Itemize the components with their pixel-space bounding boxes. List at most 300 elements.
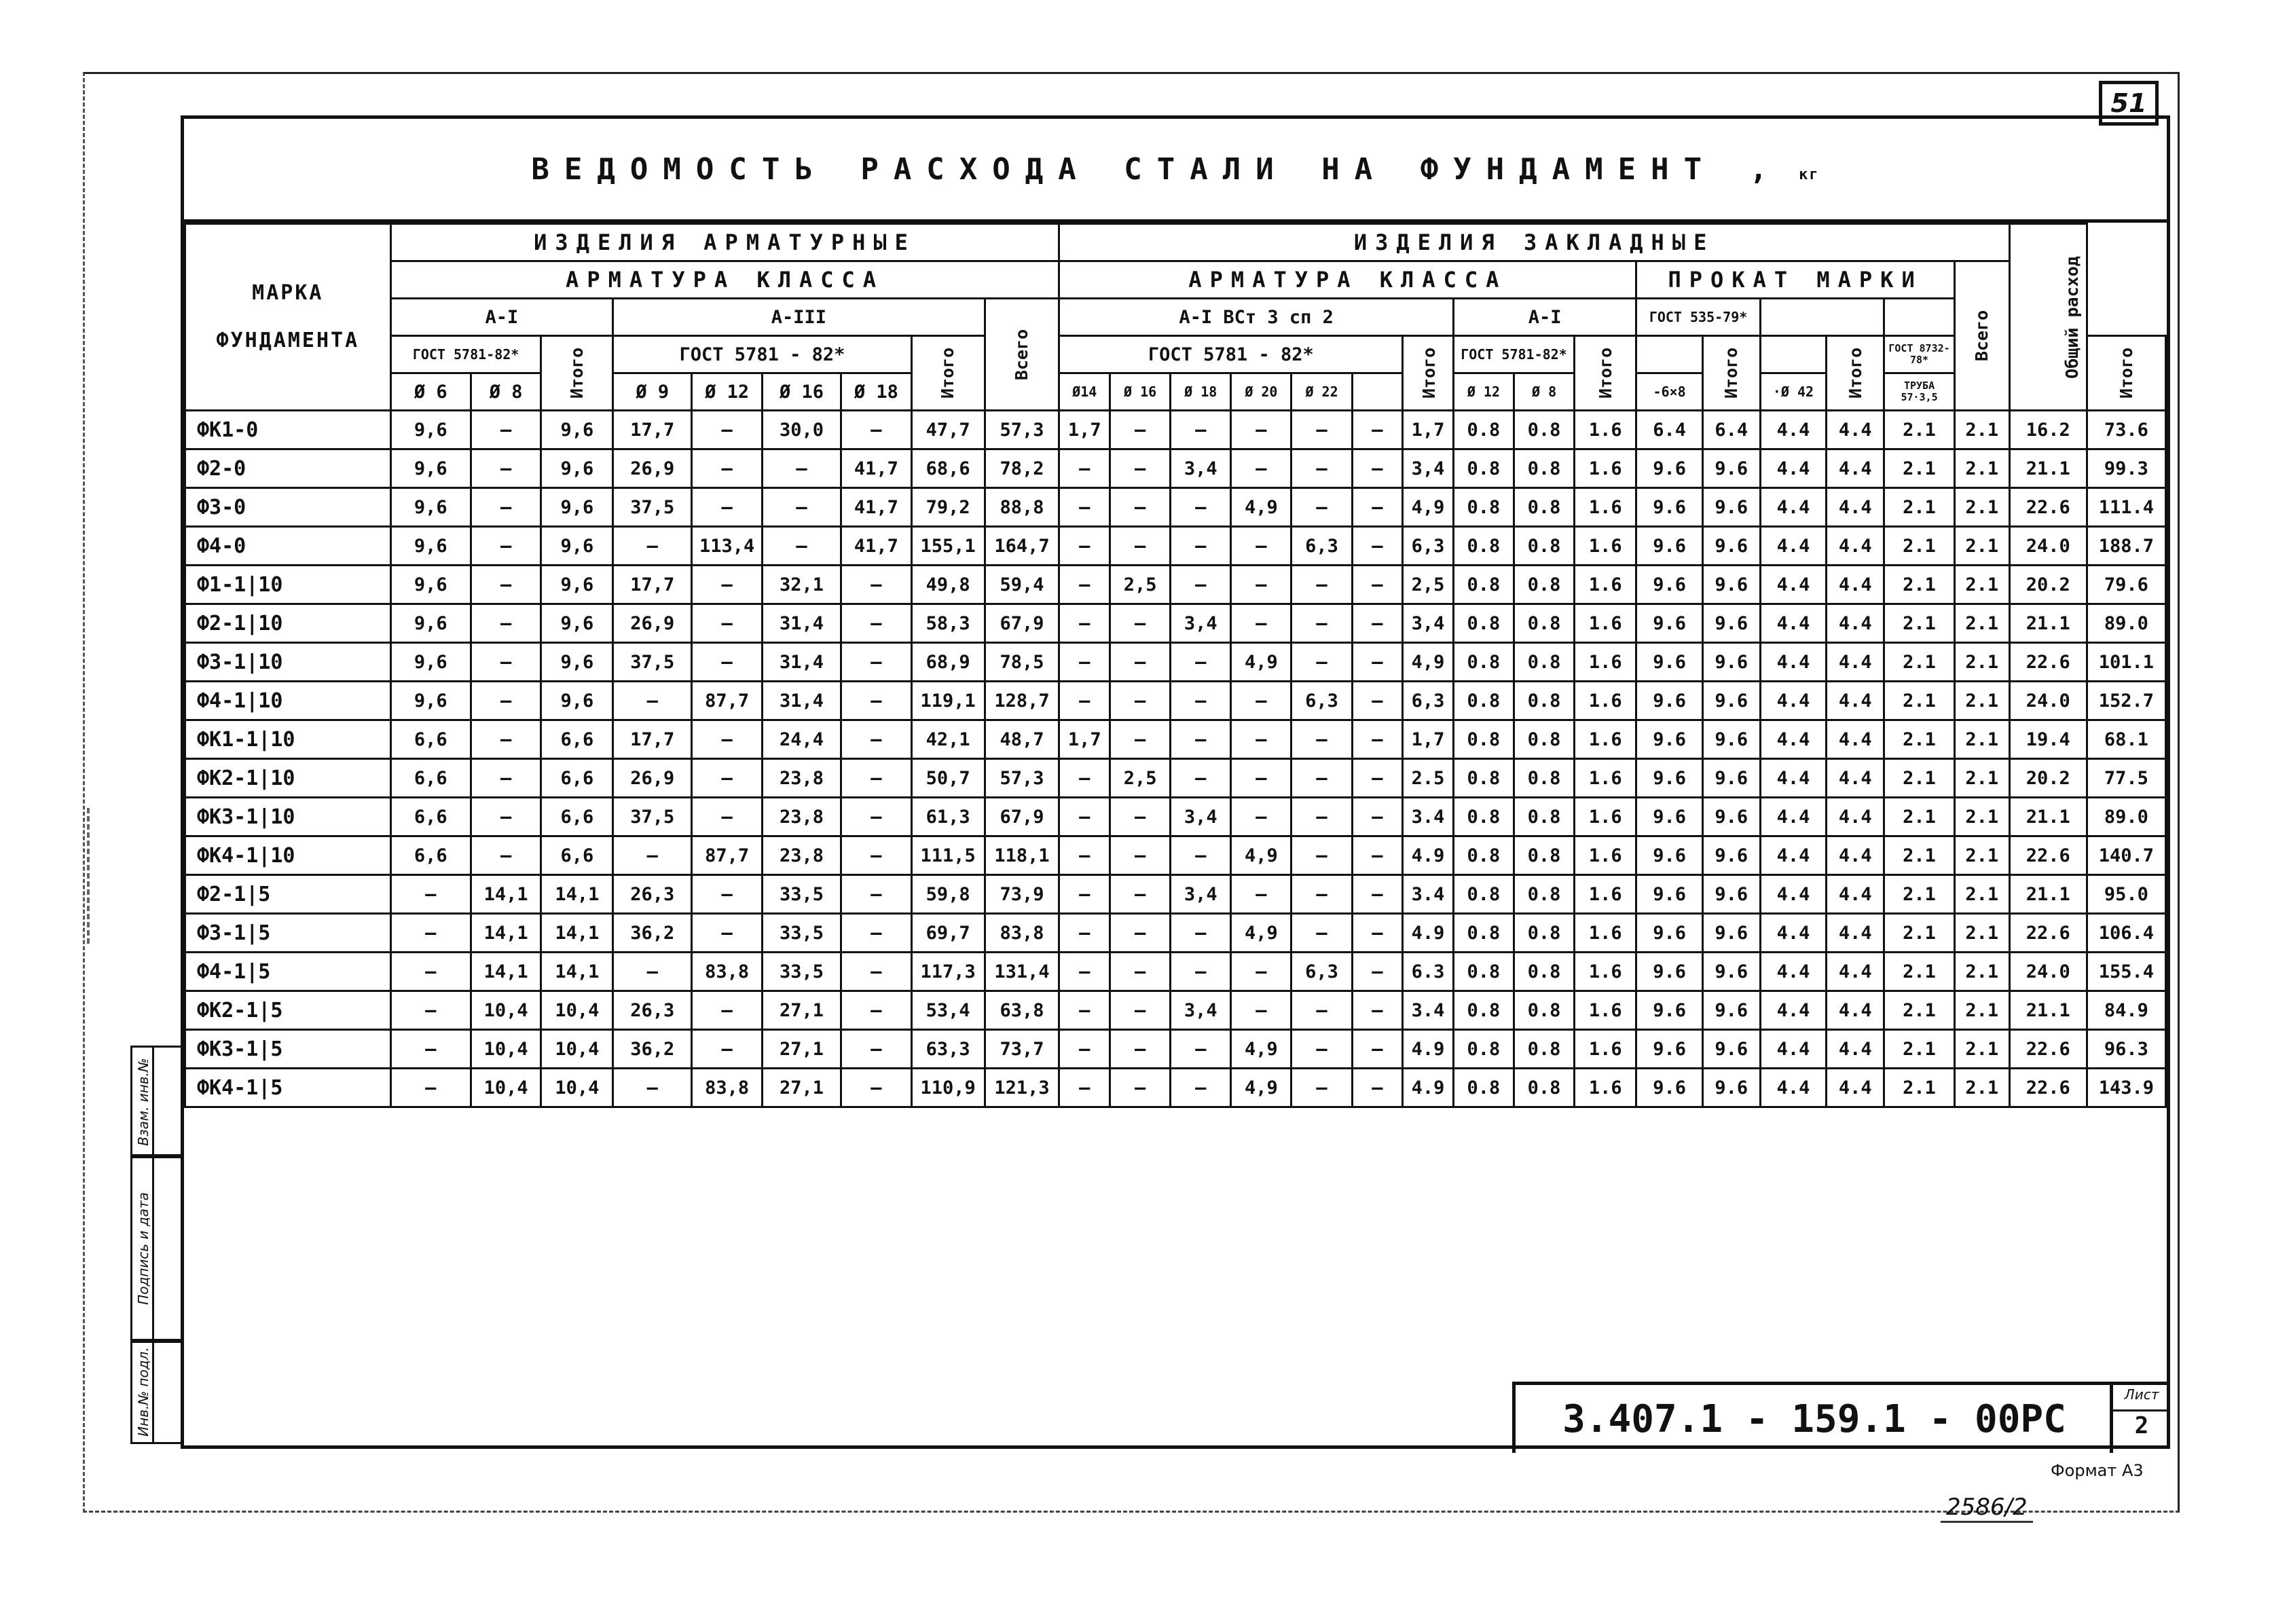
table-cell: 0.8 — [1453, 1069, 1514, 1107]
table-cell: 6.4 — [1702, 411, 1760, 449]
table-cell: — — [471, 411, 541, 449]
row-mark: Ф2-1|5 — [185, 875, 391, 914]
table-cell: — — [1059, 759, 1110, 798]
sheet-value: 2 — [2134, 1412, 2149, 1439]
table-cell: — — [1291, 449, 1352, 488]
table-cell: 88,8 — [985, 488, 1059, 527]
table-cell: — — [1059, 488, 1110, 527]
table-cell: 0.8 — [1514, 836, 1575, 875]
table-row — [185, 527, 2166, 566]
table-cell: — — [1291, 488, 1352, 527]
table-cell: 6,3 — [1291, 953, 1352, 991]
table-cell: 9,6 — [390, 488, 471, 527]
table-cell: 87,7 — [692, 682, 763, 720]
table-cell: 0.8 — [1453, 836, 1514, 875]
table-cell: 2.1 — [1954, 1069, 2009, 1107]
table-cell: 2.1 — [1954, 527, 2009, 566]
table-cell: 152.7 — [2087, 682, 2165, 720]
row-mark: ФК4-1|5 — [185, 1069, 391, 1107]
table-cell: — — [1352, 1030, 1403, 1069]
table-cell: 4.4 — [1760, 488, 1826, 527]
table-cell: — — [1352, 527, 1403, 566]
table-cell: — — [1110, 953, 1171, 991]
table-cell: — — [1352, 604, 1403, 643]
table-cell: — — [1352, 566, 1403, 604]
table-cell: — — [692, 643, 763, 682]
table-cell: — — [1171, 643, 1231, 682]
header-itogo-a3-text: Итого — [938, 347, 958, 399]
stamp-inv-value — [152, 1339, 183, 1444]
table-cell: 2.1 — [1884, 643, 1955, 682]
table — [184, 223, 2167, 1108]
table-cell: — — [1352, 720, 1403, 759]
table-cell: 9.6 — [1702, 836, 1760, 875]
table-cell: 9.6 — [1636, 914, 1702, 953]
table-cell: 3,4 — [1403, 604, 1454, 643]
table-cell: 4,9 — [1231, 914, 1291, 953]
table-cell: 4.4 — [1760, 643, 1826, 682]
table-cell: 24.0 — [2009, 682, 2087, 720]
table-cell: — — [841, 1069, 912, 1107]
table-cell: 9.6 — [1702, 991, 1760, 1030]
table-cell: 9.6 — [1636, 449, 1702, 488]
header-itogo-42-text: Итого — [1845, 347, 1865, 399]
table-cell: — — [1231, 875, 1291, 914]
table-cell: 14,1 — [541, 914, 613, 953]
table-cell: — — [1110, 720, 1171, 759]
table-cell: — — [762, 449, 841, 488]
table-cell: 22.6 — [2009, 643, 2087, 682]
table-cell: 4.4 — [1827, 1030, 1884, 1069]
table-cell: 9.6 — [1636, 1030, 1702, 1069]
table-cell: 131,4 — [985, 953, 1059, 991]
table-cell: 31,4 — [762, 604, 841, 643]
header-gost-zakl2: ГОСТ 5781-82* — [1453, 336, 1574, 373]
table-cell: 73,9 — [985, 875, 1059, 914]
table-cell: — — [841, 759, 912, 798]
stamp-vzam — [130, 1046, 154, 1158]
table-cell: 9,6 — [390, 411, 471, 449]
table-cell: 1.6 — [1575, 604, 1636, 643]
table-cell: 63,8 — [985, 991, 1059, 1030]
table-cell: 9.6 — [1636, 527, 1702, 566]
header-blank-2 — [1760, 336, 1826, 373]
table-cell: — — [613, 527, 692, 566]
table-cell: 2.1 — [1954, 759, 2009, 798]
table-cell: 9.6 — [1702, 449, 1760, 488]
table-cell: 9,6 — [390, 527, 471, 566]
table-cell: 2.1 — [1884, 953, 1955, 991]
row-mark: Ф3-0 — [185, 488, 391, 527]
table-cell: — — [692, 720, 763, 759]
row-mark: Ф2-1|10 — [185, 604, 391, 643]
table-cell: 31,4 — [762, 643, 841, 682]
col-d12-z: Ø 12 — [1453, 373, 1514, 411]
table-cell: — — [841, 1030, 912, 1069]
table-cell: 78,5 — [985, 643, 1059, 682]
table-cell: — — [1352, 1069, 1403, 1107]
table-cell: 111.4 — [2087, 488, 2165, 527]
header-itogo-42 — [1827, 336, 1884, 411]
steel-consumption-table — [184, 223, 2167, 1108]
table-cell: — — [1231, 566, 1291, 604]
table-cell: 69,7 — [911, 914, 985, 953]
table-cell: — — [1059, 836, 1110, 875]
sheet-box — [2110, 1382, 2170, 1453]
table-cell: 67,9 — [985, 604, 1059, 643]
table-cell: 6.4 — [1636, 411, 1702, 449]
table-cell: 9.6 — [1702, 488, 1760, 527]
table-cell: — — [1291, 875, 1352, 914]
table-cell: — — [1352, 798, 1403, 836]
table-cell: 0.8 — [1453, 720, 1514, 759]
table-cell: 14,1 — [471, 914, 541, 953]
col-d42: ·Ø 42 — [1760, 373, 1826, 411]
table-cell: 9.6 — [1702, 914, 1760, 953]
table-cell: — — [1059, 527, 1110, 566]
table-cell: 0.8 — [1514, 566, 1575, 604]
table-cell: 4.4 — [1827, 1069, 1884, 1107]
table-cell: 0.8 — [1514, 1030, 1575, 1069]
table-cell: 4.4 — [1827, 759, 1884, 798]
row-mark: ФК2-1|5 — [185, 991, 391, 1030]
table-cell: 87,7 — [692, 836, 763, 875]
table-cell: — — [1231, 759, 1291, 798]
table-cell: 2.1 — [1884, 527, 1955, 566]
table-cell: 1.6 — [1575, 1030, 1636, 1069]
table-cell: — — [1291, 914, 1352, 953]
table-cell: — — [692, 759, 763, 798]
table-cell: — — [841, 953, 912, 991]
table-cell: 9,6 — [541, 449, 613, 488]
table-cell: 0.8 — [1514, 991, 1575, 1030]
col-d18-z: Ø 18 — [1171, 373, 1231, 411]
table-cell: — — [841, 643, 912, 682]
format-label: Формат А3 — [2051, 1461, 2144, 1480]
table-row — [185, 682, 2166, 720]
table-row — [185, 875, 2166, 914]
table-cell: — — [471, 759, 541, 798]
table-cell: — — [1352, 759, 1403, 798]
table-cell: 1,7 — [1403, 411, 1454, 449]
table-cell: 37,5 — [613, 488, 692, 527]
table-cell: 1.6 — [1575, 411, 1636, 449]
table-cell: 4.9 — [1403, 836, 1454, 875]
table-cell: 9,6 — [541, 411, 613, 449]
table-cell: 2.1 — [1954, 643, 2009, 682]
table-cell: 83,8 — [692, 953, 763, 991]
table-cell: 4.4 — [1827, 682, 1884, 720]
table-cell: 3,4 — [1403, 449, 1454, 488]
stamp-vzam-value — [152, 1046, 183, 1158]
table-cell: 10,4 — [471, 991, 541, 1030]
table-cell: 20.2 — [2009, 566, 2087, 604]
table-cell: 9,6 — [541, 643, 613, 682]
table-cell: 0.8 — [1453, 875, 1514, 914]
row-mark: ФК4-1|10 — [185, 836, 391, 875]
table-cell: 41,7 — [841, 527, 912, 566]
table-cell: 1,7 — [1403, 720, 1454, 759]
table-row — [185, 449, 2166, 488]
stamp-podpis-value — [152, 1154, 183, 1343]
table-cell: 14,1 — [471, 875, 541, 914]
header-a3: А-III — [613, 299, 985, 336]
col-d18: Ø 18 — [841, 373, 912, 411]
table-cell: 2.5 — [1403, 759, 1454, 798]
table-cell: 4,9 — [1231, 836, 1291, 875]
table-cell: 4,9 — [1403, 643, 1454, 682]
table-cell: — — [1059, 566, 1110, 604]
table-cell: 23,8 — [762, 759, 841, 798]
table-cell: 6,3 — [1291, 682, 1352, 720]
table-cell: 1.6 — [1575, 798, 1636, 836]
table-cell: — — [1171, 720, 1231, 759]
table-cell: — — [841, 682, 912, 720]
header-zakl-arm-class: АРМАТУРА КЛАССА — [1059, 261, 1636, 299]
table-cell: 4.4 — [1760, 875, 1826, 914]
table-cell: 0.8 — [1514, 682, 1575, 720]
table-cell: — — [471, 604, 541, 643]
table-cell: 63,3 — [911, 1030, 985, 1069]
table-cell: — — [1291, 991, 1352, 1030]
table-cell: — — [1110, 1069, 1171, 1107]
header-arm-class: АРМАТУРА КЛАССА — [390, 261, 1059, 299]
table-cell: 24.0 — [2009, 527, 2087, 566]
table-cell: 36,2 — [613, 1030, 692, 1069]
page-title-text: ВЕДОМОСТЬ РАСХОДА СТАЛИ НА ФУНДАМЕНТ , — [531, 151, 1783, 187]
row-mark: Ф1-1|10 — [185, 566, 391, 604]
table-cell: 1.6 — [1575, 759, 1636, 798]
table-cell: 9,6 — [541, 488, 613, 527]
table-cell: — — [1171, 527, 1231, 566]
table-cell: 9,6 — [390, 566, 471, 604]
table-cell: 9.6 — [1636, 566, 1702, 604]
table-cell: 3.4 — [1403, 991, 1454, 1030]
table-cell: — — [613, 953, 692, 991]
header-itogo-a1 — [541, 336, 613, 411]
table-cell: — — [692, 875, 763, 914]
table-cell: — — [1231, 449, 1291, 488]
table-cell: 140.7 — [2087, 836, 2165, 875]
table-cell: 83,8 — [692, 1069, 763, 1107]
table-cell: 37,5 — [613, 798, 692, 836]
table-row — [185, 488, 2166, 527]
table-cell: — — [1110, 527, 1171, 566]
table-cell: 2.1 — [1884, 682, 1955, 720]
table-cell: 1.6 — [1575, 720, 1636, 759]
table-cell: — — [692, 604, 763, 643]
table-cell: 117,3 — [911, 953, 985, 991]
table-cell: 9.6 — [1636, 991, 1702, 1030]
table-cell: — — [1059, 1069, 1110, 1107]
table-cell: 4.4 — [1827, 449, 1884, 488]
header-vsego-arm — [985, 299, 1059, 411]
table-cell: 2.1 — [1884, 604, 1955, 643]
table-cell: 4.4 — [1760, 411, 1826, 449]
table-cell: 22.6 — [2009, 488, 2087, 527]
table-cell: 121,3 — [985, 1069, 1059, 1107]
header-itogo-a1-zakl — [1575, 336, 1636, 411]
table-cell: 4.9 — [1403, 1069, 1454, 1107]
table-cell: 83,8 — [985, 914, 1059, 953]
table-cell: — — [1352, 682, 1403, 720]
col-d16-z: Ø 16 — [1110, 373, 1171, 411]
table-cell: 6,6 — [390, 759, 471, 798]
table-cell: 9.6 — [1636, 604, 1702, 643]
table-cell: — — [1291, 1030, 1352, 1069]
table-cell: 2.1 — [1884, 720, 1955, 759]
table-cell: 0.8 — [1514, 604, 1575, 643]
header-a1-vst: А-I ВСт 3 сп 2 — [1059, 299, 1453, 336]
header-itogo-a1-zakl-text: Итого — [1595, 347, 1615, 399]
table-cell: 1.6 — [1575, 991, 1636, 1030]
table-cell: 21.1 — [2009, 991, 2087, 1030]
table-cell: — — [1291, 411, 1352, 449]
table-cell: — — [692, 914, 763, 953]
table-cell: — — [471, 566, 541, 604]
row-mark: ФК3-1|5 — [185, 1030, 391, 1069]
col-d8: Ø 8 — [471, 373, 541, 411]
table-cell: — — [841, 566, 912, 604]
table-cell: 4.4 — [1760, 953, 1826, 991]
table-cell: 4.4 — [1827, 643, 1884, 682]
table-cell: 14,1 — [541, 953, 613, 991]
table-cell: 6,6 — [541, 798, 613, 836]
table-row — [185, 991, 2166, 1030]
table-cell: 4.4 — [1827, 527, 1884, 566]
table-cell: — — [1352, 991, 1403, 1030]
table-cell: 77.5 — [2087, 759, 2165, 798]
table-cell: 17,7 — [613, 411, 692, 449]
col-d14: Ø14 — [1059, 373, 1110, 411]
header-itogo-truba — [2087, 336, 2165, 411]
table-cell: 106.4 — [2087, 914, 2165, 953]
table-cell: — — [613, 682, 692, 720]
table-cell: — — [1110, 682, 1171, 720]
table-cell: 119,1 — [911, 682, 985, 720]
table-cell: — — [1110, 449, 1171, 488]
table-cell: 2.1 — [1884, 875, 1955, 914]
table-cell: 9,6 — [390, 604, 471, 643]
table-cell: 57,3 — [985, 759, 1059, 798]
table-cell: 6,6 — [541, 720, 613, 759]
table-cell: — — [1171, 1069, 1231, 1107]
header-vsego-arm-text: Всего — [1012, 329, 1032, 380]
table-cell: 1.6 — [1575, 643, 1636, 682]
table-cell: 4.9 — [1403, 1030, 1454, 1069]
table-cell: 128,7 — [985, 682, 1059, 720]
table-cell: 61,3 — [911, 798, 985, 836]
table-cell: 9,6 — [541, 527, 613, 566]
table-cell: 4.4 — [1827, 991, 1884, 1030]
table-cell: 2.1 — [1954, 836, 2009, 875]
table-cell: — — [471, 836, 541, 875]
table-cell: 0.8 — [1514, 914, 1575, 953]
row-mark: Ф2-0 — [185, 449, 391, 488]
table-cell: 50,7 — [911, 759, 985, 798]
table-cell: 0.8 — [1514, 875, 1575, 914]
table-cell: 9.6 — [1702, 798, 1760, 836]
table-cell: — — [471, 449, 541, 488]
table-cell: — — [841, 604, 912, 643]
table-cell: 10,4 — [471, 1030, 541, 1069]
page-title — [531, 152, 1819, 187]
table-cell: 53,4 — [911, 991, 985, 1030]
table-cell: 0.8 — [1453, 953, 1514, 991]
table-cell: 0.8 — [1514, 720, 1575, 759]
table-cell: 9.6 — [1702, 604, 1760, 643]
table-cell: 6,3 — [1403, 527, 1454, 566]
table-cell: 26,9 — [613, 604, 692, 643]
table-cell: 1.6 — [1575, 1069, 1636, 1107]
header-group-arm: ИЗДЕЛИЯ АРМАТУРНЫЕ — [390, 224, 1059, 261]
table-cell: — — [1110, 1030, 1171, 1069]
sheet-label: Лист — [2113, 1386, 2170, 1411]
table-cell: 27,1 — [762, 1069, 841, 1107]
table-cell: 0.8 — [1453, 1030, 1514, 1069]
table-cell: 0.8 — [1514, 759, 1575, 798]
header-itogo-535-text: Итого — [1721, 347, 1742, 399]
table-cell: 9.6 — [1636, 875, 1702, 914]
table-cell: 1.6 — [1575, 875, 1636, 914]
table-cell: 4,9 — [1231, 643, 1291, 682]
table-cell: 4,9 — [1231, 488, 1291, 527]
table-cell: — — [1110, 914, 1171, 953]
table-cell: — — [841, 991, 912, 1030]
table-row — [185, 566, 2166, 604]
table-cell: 10,4 — [541, 1069, 613, 1107]
table-cell: — — [1231, 991, 1291, 1030]
table-cell: 2.1 — [1954, 488, 2009, 527]
table-cell: 23,8 — [762, 798, 841, 836]
table-cell: 22.6 — [2009, 836, 2087, 875]
col-blank — [1352, 373, 1403, 411]
table-cell: — — [692, 411, 763, 449]
table-cell: 9.6 — [1702, 953, 1760, 991]
table-cell: 79.6 — [2087, 566, 2165, 604]
header-itogo-535 — [1702, 336, 1760, 411]
table-cell: — — [1231, 720, 1291, 759]
col-6x8: -6×8 — [1636, 373, 1702, 411]
table-cell: 2.1 — [1954, 449, 2009, 488]
table-cell: 9.6 — [1702, 875, 1760, 914]
header-mark — [185, 224, 391, 411]
archive-number: 2586/2 — [1941, 1494, 2033, 1523]
table-cell: 47,7 — [911, 411, 985, 449]
table-cell: 1.6 — [1575, 682, 1636, 720]
table-cell: 9.6 — [1702, 682, 1760, 720]
table-cell: 9.6 — [1636, 643, 1702, 682]
table-cell: — — [1059, 643, 1110, 682]
table-cell: — — [471, 682, 541, 720]
table-cell: 6,6 — [390, 720, 471, 759]
table-cell: 3,4 — [1171, 798, 1231, 836]
table-cell: 2.1 — [1954, 953, 2009, 991]
table-cell: 0.8 — [1453, 991, 1514, 1030]
table-cell: — — [1171, 1030, 1231, 1069]
row-mark: Ф3-1|10 — [185, 643, 391, 682]
table-cell: 68,9 — [911, 643, 985, 682]
table-cell: — — [613, 836, 692, 875]
table-cell: 3,4 — [1171, 875, 1231, 914]
table-cell: 58,3 — [911, 604, 985, 643]
table-cell: 2.1 — [1954, 411, 2009, 449]
table-cell: 2,5 — [1110, 566, 1171, 604]
header-itogo-vst-text: Итого — [1419, 347, 1440, 399]
table-cell: 9.6 — [1636, 488, 1702, 527]
table-row — [185, 836, 2166, 875]
header-itogo-vst — [1403, 336, 1454, 411]
